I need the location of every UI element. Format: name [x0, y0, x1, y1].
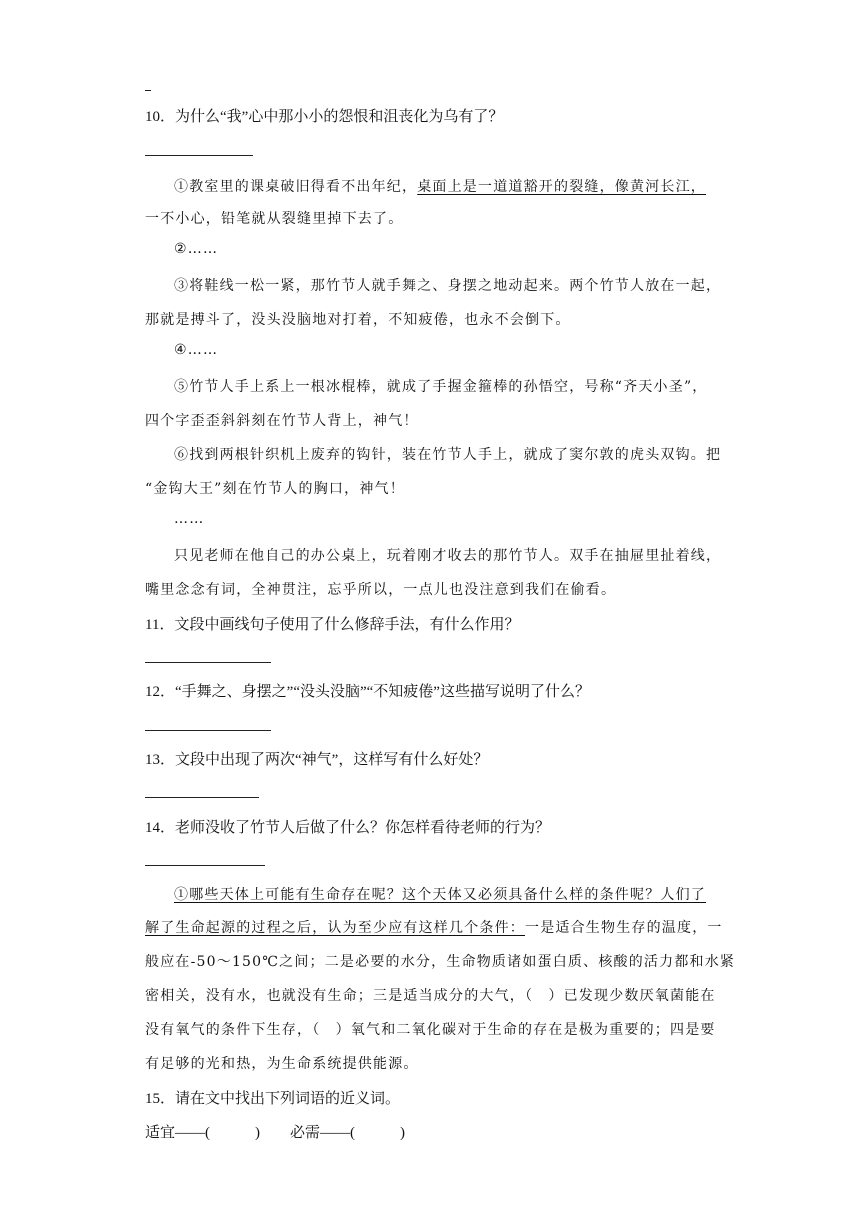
- question-13: 13．文段中出现了两次“神气”，这样写有什么好处？: [145, 752, 489, 768]
- stray-dash: [145, 90, 151, 91]
- passage1-paragraph-1: ①教室里的课桌破旧得看不出年纪，桌面上是一道道豁开的裂缝，像黄河长江，: [174, 179, 707, 195]
- passage1-paragraph-7: ……: [174, 511, 205, 527]
- passage2-line-4: 密相关，没有水，也就没有生命；三是适当成分的大气，（ ）已发现少数厌氧菌能在: [145, 988, 716, 1004]
- answer-blank-12[interactable]: [145, 730, 271, 731]
- passage2-line-2: 解了生命起源的过程之后，认为至少应有这样几个条件：一是适合生物生存的温度，一: [145, 920, 723, 936]
- passage1-paragraph-2: ②……: [174, 241, 219, 257]
- question-15-answer-line[interactable]: 适宜——( ) 必需——( ): [145, 1125, 405, 1141]
- passage1-paragraph-8-cont: 嘴里念念有词，全神贯注，忘乎所以，一点儿也没注意到我们在偷看。: [145, 582, 617, 598]
- passage2-line-5: 没有氧气的条件下生存，（ ）氧气和二氧化碳对于生命的存在是极为重要的；四是要: [145, 1022, 716, 1038]
- passage1-paragraph-8: 只见老师在他自己的办公桌上，玩着刚才收去的那竹节人。双手在抽屉里扯着线，: [174, 548, 722, 564]
- passage2-line-1: [174, 884, 706, 904]
- question-11: 11．文段中画线句子使用了什么修辞手法，有什么作用？: [145, 617, 520, 633]
- passage1-paragraph-1-cont: 一不小心，铅笔就从裂缝里掉下去了。: [145, 211, 404, 227]
- answer-blank-14[interactable]: [145, 865, 265, 866]
- passage1-paragraph-6: ⑥找到两根针织机上废弃的钩针，装在竹节人手上，就成了窦尔敦的虎头双钩。把: [174, 447, 722, 463]
- passage1-paragraph-4: ④……: [174, 342, 219, 358]
- question-15: 15．请在文中找出下列词语的近义词。: [145, 1091, 401, 1107]
- passage1-paragraph-5-cont: 四个字歪歪斜斜刻在竹节人背上，神气！: [145, 413, 419, 429]
- passage1-paragraph-6-cont: “金钩大王”刻在竹节人的胸口，神气！: [145, 481, 405, 497]
- answer-blank-11[interactable]: [145, 662, 271, 663]
- passage2-line-3: 般应在-50～150℃之间；二是必要的水分，生命物质诸如蛋白质、核酸的活力都和水紧: [145, 954, 736, 970]
- passage1-paragraph-3-cont: 那就是搏斗了，没头没脑地对打着，不知疲倦，也永不会倒下。: [145, 312, 571, 328]
- passage1-paragraph-3: ③将鞋线一松一紧，那竹节人就手舞之、身摆之地动起来。两个竹节人放在一起，: [174, 278, 722, 294]
- underlined-sentence: 桌面上是一道道豁开的裂缝，像黄河长江，: [417, 179, 707, 195]
- answer-blank-10[interactable]: [145, 155, 253, 156]
- question-14: 14．老师没收了竹节人后做了什么？你怎样看待老师的行为？: [145, 820, 551, 836]
- underlined-sentence-2b: 解了生命起源的过程之后，认为至少应有这样几个条件：: [145, 920, 525, 936]
- underlined-sentence-2a: ①哪些天体上可能有生命存在呢？这个天体又必须具备什么样的条件呢？人们了: [174, 887, 706, 903]
- passage2-line-6: 有足够的光和热，为生命系统提供能源。: [145, 1056, 419, 1072]
- passage1-paragraph-5: ⑤竹节人手上系上一根冰棍棒，就成了手握金箍棒的孙悟空，号称“齐天小圣”，: [174, 379, 708, 395]
- answer-blank-13[interactable]: [145, 797, 259, 798]
- question-12: 12．“手舞之、身摆之”“没头没脑”“不知疲倦”这些描写说明了什么？: [145, 684, 590, 700]
- question-10: 10．为什么“我”心中那小小的怨恨和沮丧化为乌有了？: [145, 109, 504, 125]
